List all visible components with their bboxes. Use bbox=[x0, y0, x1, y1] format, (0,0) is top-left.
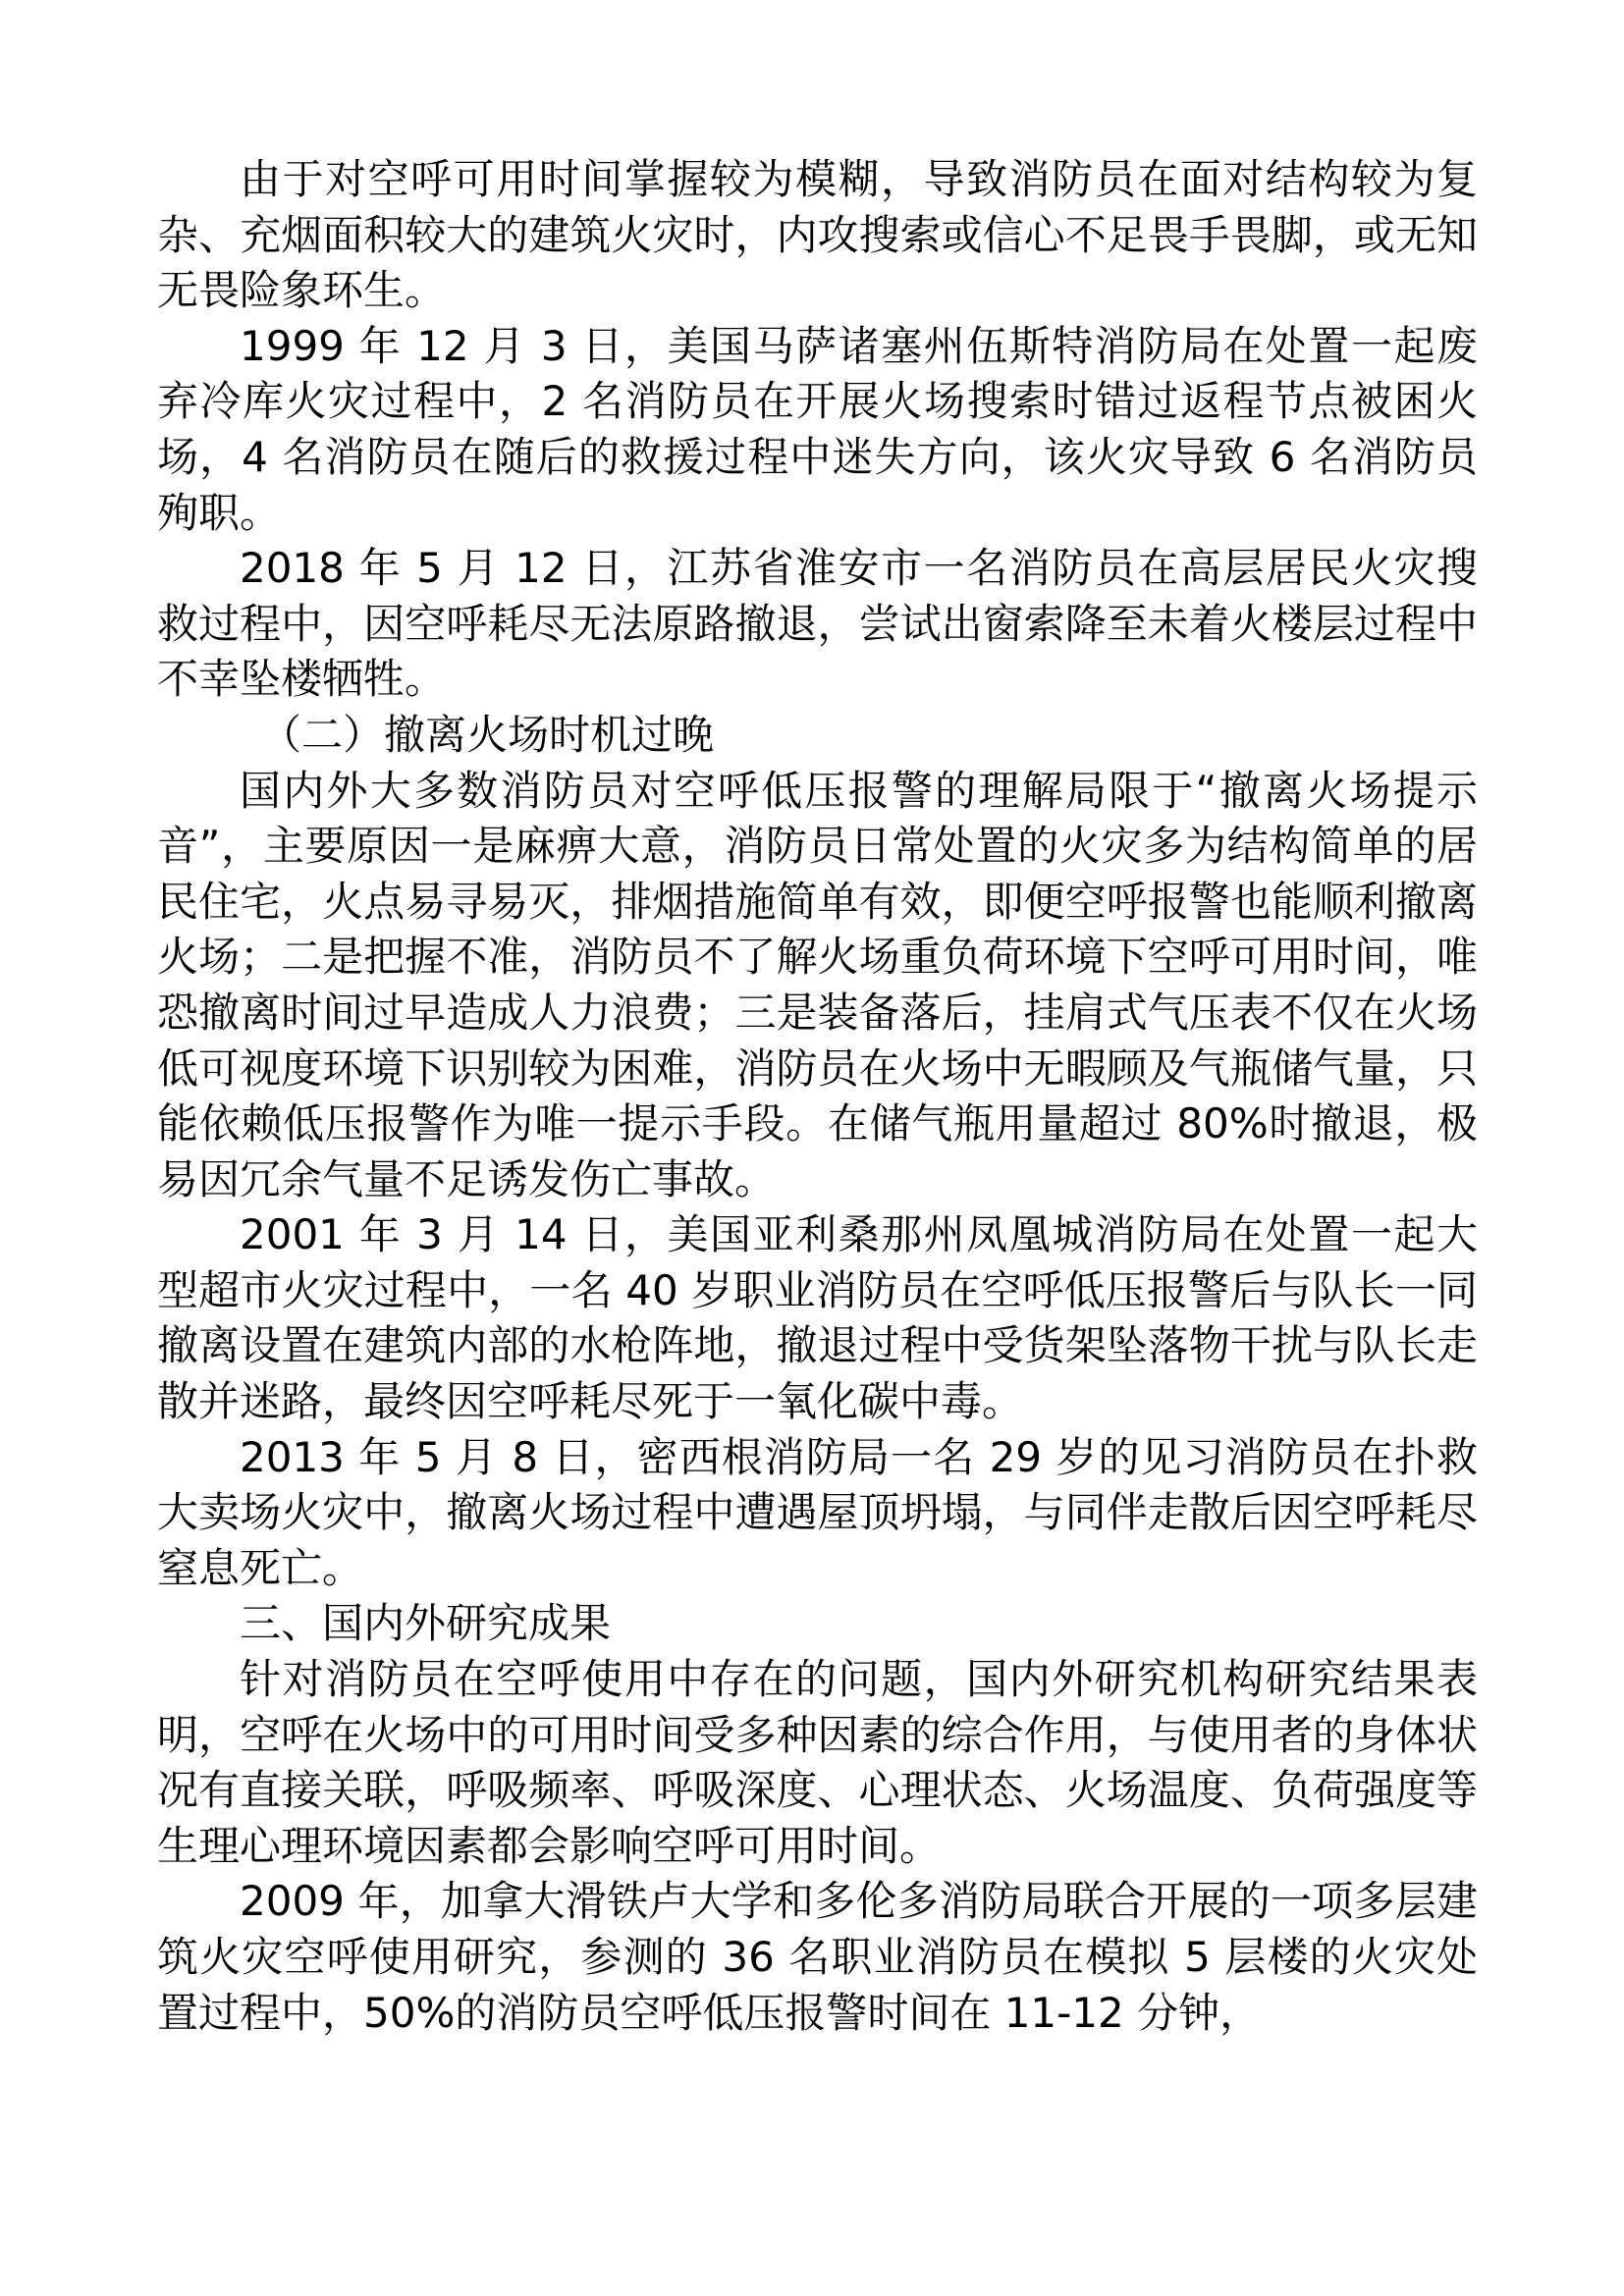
paragraph-worcester-1999-case: 1999 年 12 月 3 日，美国马萨诸塞州伍斯特消防局在处置一起废弃冷库火灾过程中，2 名消防员在开展火场搜索时错过返程节点被困火场，4 名消防员在随后的救援过程中迷失方向，该火灾导致 6 名消防员殉职。 bbox=[157, 321, 1478, 537]
section-heading-late-evacuation: （二）撤离火场时机过晚 bbox=[260, 710, 715, 759]
document-page bbox=[157, 152, 1478, 2041]
paragraph-low-pressure-alarm-reasons: 国内外大多数消防员对空呼低压报警的理解局限于“撤离火场提示音”，主要原因一是麻痹大意，消防员日常处置的火灾多为结构简单的居民住宅，火点易寻易灭，排烟措施简单有效，即便空呼报警也能顺利撤离火场；二是把握不准，消防员不了解火场重负荷环境下空呼可用时间，唯恐撤离时间过早造成人力浪费；三是装备落后，挂肩式气压表不仅在火场低可视度环境下识别较为困难，消防员在火场中无暇顾及气瓶储气量，只能依赖低压报警作为唯一提示手段。在储气瓶用量超过 80%时撤退，极易因冗余气量不足诱发伤亡事故。 bbox=[157, 766, 1478, 1203]
paragraph-waterloo-2009-study: 2009 年，加拿大滑铁卢大学和多伦多消防局联合开展的一项多层建筑火灾空呼使用研究，参测的 36 名职业消防员在模拟 5 层楼的火灾处置过程中，50%的消防员空呼低压报警时间在 11-12 分钟， bbox=[157, 1877, 1478, 2037]
section-heading-research-results: 三、国内外研究成果 bbox=[240, 1599, 612, 1648]
paragraph-phoenix-2001-case: 2001 年 3 月 14 日，美国亚利桑那州凤凰城消防局在处置一起大型超市火灾过程中，一名 40 岁职业消防员在空呼低压报警后与队长一同撤离设置在建筑内部的水枪阵地，撤退过程中受货架坠落物干扰与队长走散并迷路，最终因空呼耗尽死于一氧化碳中毒。 bbox=[157, 1210, 1478, 1426]
paragraph-research-findings: 针对消防员在空呼使用中存在的问题，国内外研究机构研究结果表明，空呼在火场中的可用时间受多种因素的综合作用，与使用者的身体状况有直接关联，呼吸频率、呼吸深度、心理状态、火场温度、负荷强度等生理心理环境因素都会影响空呼可用时间。 bbox=[157, 1655, 1478, 1870]
paragraph-huaian-2018-case: 2018 年 5 月 12 日，江苏省淮安市一名消防员在高层居民火灾搜救过程中，因空呼耗尽无法原路撤退，尝试出窗索降至未着火楼层过程中不幸坠楼牺牲。 bbox=[157, 544, 1478, 704]
paragraph-air-time-uncertainty: 由于对空呼可用时间掌握较为模糊，导致消防员在面对结构较为复杂、充烟面积较大的建筑火灾时，内攻搜索或信心不足畏手畏脚，或无知无畏险象环生。 bbox=[157, 155, 1478, 315]
paragraph-michigan-2013-case: 2013 年 5 月 8 日，密西根消防局一名 29 岁的见习消防员在扑救大卖场火灾中，撤离火场过程中遭遇屋顶坍塌，与同伴走散后因空呼耗尽窒息死亡。 bbox=[157, 1432, 1478, 1592]
